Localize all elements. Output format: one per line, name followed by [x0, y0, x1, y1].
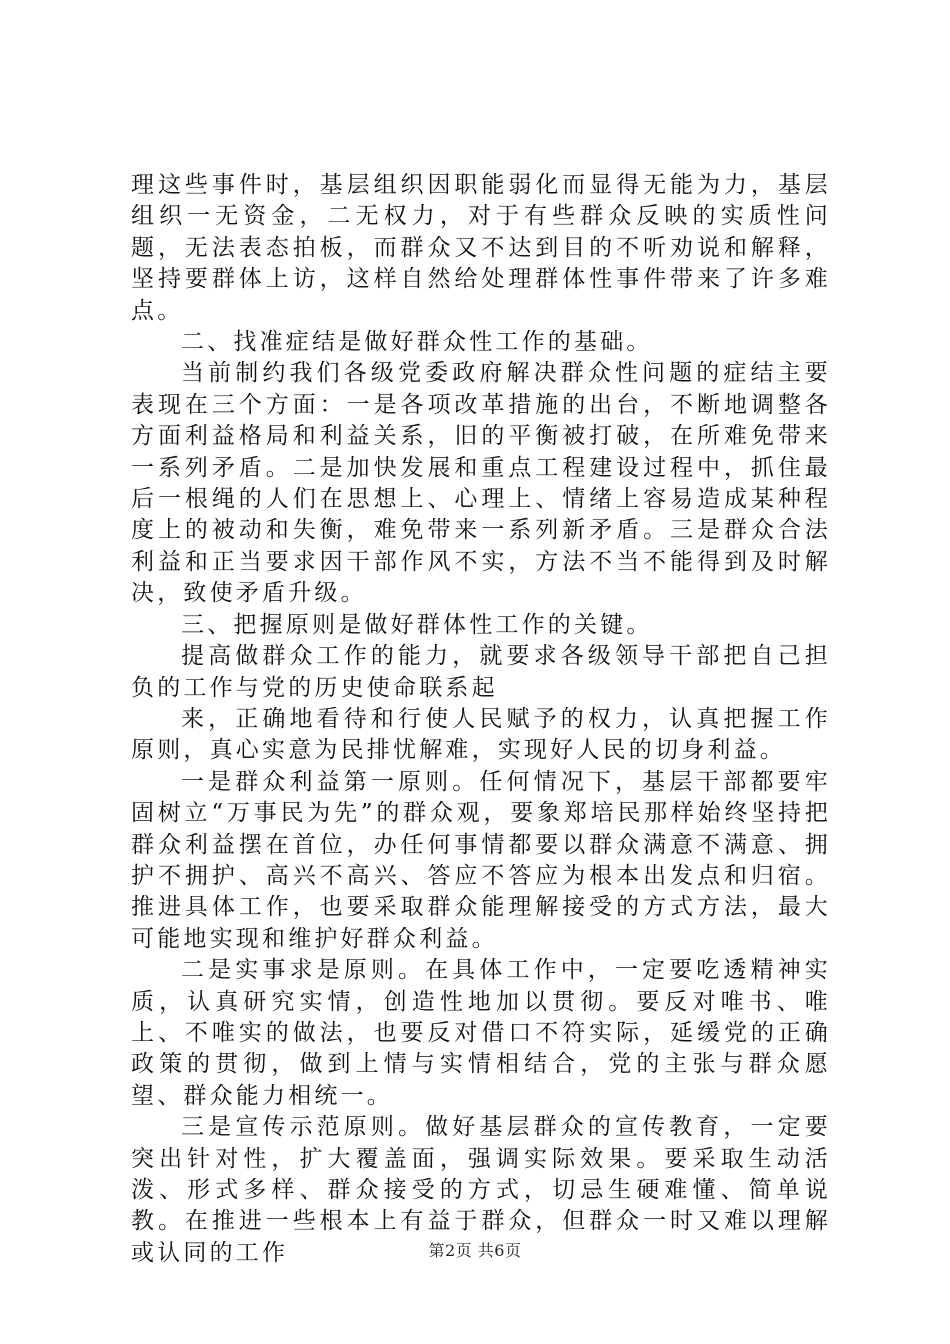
paragraph-principle-2: 二是实事求是原则。在具体工作中，一定要吃透精神实质，认真研究实情，创造性地加以贯彻。要反对唯书、唯上、不唯实的做法，也要反对借口不符实际，延缓党的正确政策的贯彻，做到上情与实情相结合，党的主张与群众愿望、群众能力相统一。 — [131, 957, 831, 1109]
section-heading-2: 二、找准症结是做好群众性工作的基础。 — [181, 329, 653, 356]
document-body — [131, 170, 831, 1269]
paragraph-ability: 提高做群众工作的能力，就要求各级领导干部把自己担负的工作与党的历史使命联系起 — [131, 643, 831, 701]
paragraph-causes: 当前制约我们各级党委政府解决群众性问题的症结主要表现在三个方面：一是各项改革措施的出台，不断地调整各方面利益格局和利益关系，旧的平衡被打破，在所难免带来一系列矛盾。二是加快发展和重点工程建设过程中，抓住最后一根绳的人们在思想上、心理上、情绪上容易造成某种程度上的被动和失衡，难免带来一系列新矛盾。三是群众合法利益和正当要求因干部作风不实，方法不当不能得到及时解决，致使矛盾升级。 — [131, 360, 831, 607]
paragraph-principle-1: 一是群众利益第一原则。任何情况下，基层干部都要牢固树立“万事民为先”的群众观，要象郑培民那样始终坚持把群众利益摆在首位，办任何事情都要以群众满意不满意、拥护不拥护、高兴不高兴、答应不答应为根本出发点和归宿。推进具体工作，也要采取群众能理解接受的方式方法，最大可能地实现和维护好群众利益。 — [131, 768, 831, 952]
page-footer: 第2页 共6页 — [428, 1241, 522, 1260]
paragraph-continuation: 理这些事件时，基层组织因职能弱化而显得无能为力，基层组织一无资金，二无权力，对于有些群众反映的实质性问题，无法表态拍板，而群众又不达到目的不听劝说和解释，坚持要群体上访，这样自然给处理群体性事件带来了许多难点。 — [131, 172, 831, 324]
paragraph-ability-continued: 来，正确地看待和行使人民赋予的权力，认真把握工作原则，真心实意为民排忧解难，实现好人民的切身利益。 — [131, 705, 831, 764]
paragraph-principle-3: 三是宣传示范原则。做好基层群众的宣传教育，一定要突出针对性，扩大覆盖面，强调实际效果。要采取生动活泼、形式多样、群众接受的方式，切忌生硬难懂、简单说教。在推进一些根本上有益于群众，但群众一时又难以理解或认同的工作 — [131, 1114, 831, 1266]
section-heading-3: 三、把握原则是做好群体性工作的关键。 — [181, 611, 653, 638]
